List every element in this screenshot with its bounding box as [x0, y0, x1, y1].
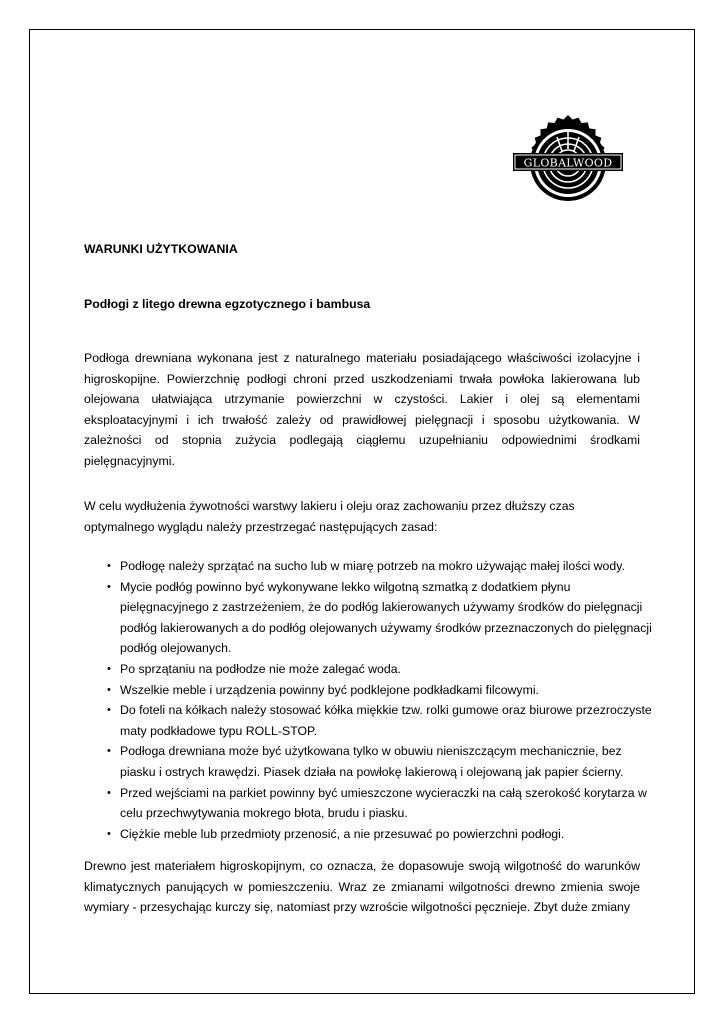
rules-list-container — [84, 556, 654, 844]
paragraph-hygroscopic-text: Drewno jest materiałem higroskopijnym, co oznacza, że dopasowuje swoją wilgotność do warunków klimatycznych panujących w pomieszczeniu. Wraz ze zmianami wilgotności drewno zmienia swoje wymiary - przesychając kurczy się, natomiast przy wzroście wilgotności pęcznieje. Zbyt duże zmiany — [84, 859, 640, 915]
globalwood-logo — [513, 113, 623, 223]
rules-intro-line-1: W celu wydłużenia żywotności warstwy lakieru i oleju oraz zachowaniu przez dłuższy czas — [84, 499, 575, 513]
rule-item: • Przed wejściami na parkiet powinny być umieszczone wycieraczki na całą szerokość korytarza w celu przechwytywania mokrego błota, brudu i piasku. — [84, 783, 654, 824]
rules-intro-line-2: optymalnego wyglądu należy przestrzegać następujących zasad: — [84, 519, 438, 534]
rule-item: • Mycie podłóg powinno być wykonywane lekko wilgotną szmatką z dodatkiem płynu pielęgnacyjnego z zastrzeżeniem, że do podłóg lakierowanych używamy środków do pielęgnacji podłóg lakierowanych a do podłóg olejowanych używamy środków przeznaczonych do pielęgnacji podłóg olejowanych. — [84, 577, 654, 659]
rule-item: • Do foteli na kółkach należy stosować kółka miękkie tzw. rolki gumowe oraz biurowe przezroczyste maty podkładowe typu ROLL-STOP. — [84, 700, 654, 741]
rule-item: • Po sprzątaniu na podłodze nie może zalegać woda. — [84, 659, 654, 680]
rule-item: • Ciężkie meble lub przedmioty przenosić, a nie przesuwać po powierzchni podłogi. — [84, 824, 654, 845]
paragraph-rules-intro — [84, 496, 640, 537]
logo-wordmark: GLOBALWOOD — [523, 156, 613, 170]
paragraph-intro — [84, 348, 640, 472]
rule-item: • Podłoga drewniana może być użytkowana tylko w obuwiu nieniszczącym mechanicznie, bez piasku i ostrych krawędzi. Piasek działa na powłokę lakierową i olejowaną jak papier ścierny. — [84, 741, 654, 782]
document-subheading: Podłogi z litego drewna egzotycznego i bambusa — [84, 297, 371, 311]
paragraph-intro-text: Podłoga drewniana wykonana jest z naturalnego materiału posiadającego właściwości izolacyjne i higroskopijne. Powierzchnię podłogi chroni przed uszkodzeniami trwała powłoka lakierowana lub olejowana ułatwiająca utrzymanie powierzchni w czystości. Lakier i olej są elementami eksploatacyjnymi i ich trwałość zależy od prawidłowej pielęgnacji i sposobu użytkowania. W zależności od stopnia zużycia podlegają ciągłemu uzupełnianiu odpowiednimi środkami pielęgnacyjnymi. — [84, 351, 640, 468]
rules-list — [84, 556, 654, 844]
document-heading: WARUNKI UŻYTKOWANIA — [84, 242, 238, 256]
rule-item: • Podłogę należy sprzątać na sucho lub w miarę potrzeb na mokro używając małej ilości wody. — [84, 556, 654, 577]
paragraph-hygroscopic — [84, 856, 640, 918]
rule-item: • Wszelkie meble i urządzenia powinny być podklejone podkładkami filcowymi. — [84, 680, 654, 701]
